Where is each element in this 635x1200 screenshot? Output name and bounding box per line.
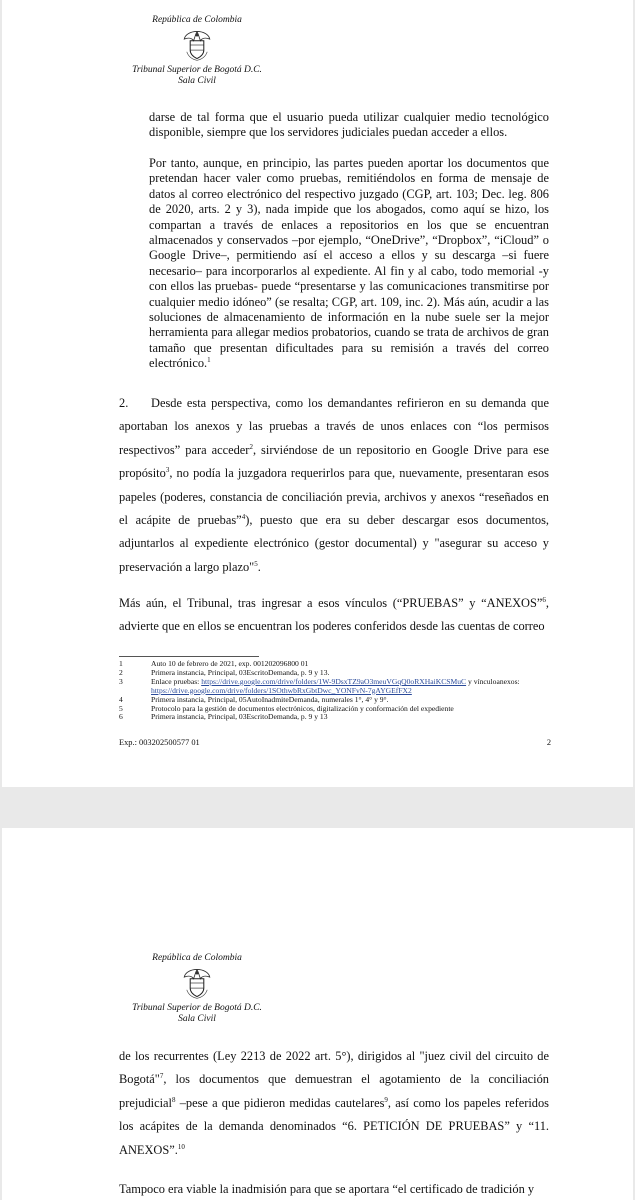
paragraph-text: . bbox=[257, 559, 261, 574]
paragraph-text: Más aún, el Tribunal, tras ingresar a esos vínculos (“PRUEBAS” y “ANEXOS” bbox=[119, 596, 543, 610]
footnote-ref: 6 bbox=[542, 595, 546, 604]
footnote-ref: 2 bbox=[249, 442, 253, 451]
drive-link-anexos[interactable]: https://drive.google.com/drive/folders/1SOthwbRxGbtDwc_YONFvN-7gAYGEfFX2 bbox=[151, 685, 412, 695]
paragraph: darse de tal forma que el usuario pueda utilizar cualquier medio tecnológico disponible, siempre que los servidores judiciales puedan acceder a ellos. bbox=[149, 110, 549, 140]
footnote bbox=[119, 713, 551, 722]
paragraph-text: , no podía la juzgadora requerirlos para que, nuevamente, presentaran esos papeles (poderes, constancia de conciliación previa, archivos y anexos “reseñados en el acápite de pruebas” bbox=[119, 466, 549, 528]
footnotes bbox=[119, 660, 551, 722]
coat-of-arms-icon bbox=[180, 966, 214, 1000]
footnote-text: Enlace pruebas: bbox=[151, 676, 202, 686]
letterhead-tribunal: Tribunal Superior de Bogotá D.C. bbox=[132, 1003, 262, 1013]
footnote-number: 3 bbox=[119, 676, 123, 686]
page-number: 2 bbox=[546, 738, 551, 747]
footnote-text: y vínculoanexos: bbox=[466, 676, 520, 686]
paragraph-text: de los recurrentes (Ley 2213 de 2022 art. 5°), dirigidos al "juez civil del circuito de Bogotá" bbox=[119, 1049, 549, 1087]
footnote-number: 6 bbox=[119, 712, 123, 722]
letterhead bbox=[117, 14, 277, 87]
letterhead bbox=[117, 952, 277, 1025]
paragraph-text: , sirviéndose de un repositorio en Google Drive para ese propósito bbox=[119, 442, 549, 481]
footnote-text: Primera instancia, Principal, 05AutoInadmiteDemanda, numerales 1°, 4° y 9°. bbox=[151, 694, 389, 704]
paragraph-text: , los documentos que demuestran el agotamiento de la conciliación prejudicial bbox=[119, 1072, 549, 1110]
footnote-ref: 9 bbox=[384, 1095, 388, 1104]
footnote-ref: 1 bbox=[207, 356, 211, 365]
document-page-1 bbox=[2, 0, 633, 787]
paragraph-text: , así como los papeles referidos los acápites de la demanda denominados “6. PETICIÓN DE PRUEBAS” y “11. ANEXOS”. bbox=[119, 1095, 549, 1157]
paragraph-text: –pese a que pidieron medidas cautelares bbox=[175, 1095, 385, 1110]
drive-link-pruebas[interactable]: https://drive.google.com/drive/folders/1W-9DsxTZ9aO3meuVGqQ0oRXHaiKCSMuC bbox=[201, 676, 467, 686]
footnote-ref: 3 bbox=[165, 466, 170, 475]
footnote-ref: 8 bbox=[171, 1095, 176, 1104]
footnote-text: Primera instancia, Principal, 03EscritoDemanda, p. 9 y 13 bbox=[151, 712, 328, 722]
footnote-number: 2 bbox=[119, 667, 123, 677]
paragraph-text: ), puesto que era su deber descargar esos documentos, adjuntarlos al expediente electrónico (gestor documental) y "asegurar su acceso y preservación a largo plazo" bbox=[119, 513, 549, 574]
paragraph: Tampoco era viable la inadmisión para que se aportara “el certificado de tradición y bbox=[119, 1182, 535, 1196]
paragraph-text: Desde esta perspectiva, como los demandantes refirieron en su demanda que aportaban los anexos y las pruebas a través de unos enlaces con “los permisos respectivos” para acceder bbox=[119, 396, 549, 457]
footnote-ref: 4 bbox=[241, 512, 246, 521]
paragraph-text: Por tanto, aunque, en principio, las partes pueden aportar los documentos que pretendan hacer valer como pruebas, remitiéndolos en forma de mensaje de datos al correo electrónico del respectivo juzgado (CGP, art. 103; Dec. leg. 806 de 2020, arts. 2 y 3), nada impide que los abogados, como aquí se hizo, los compartan a través de enlaces a repositorios en los que se encuentran almacenados y conservados –por ejemplo, “OneDrive”, “Dropbox”, “iCloud” o Google Drive–, permitiendo así el acceso a ellos y su descarga –si fuere necesario– para incorporarlos al expediente. Al fin y al cabo, todo memorial -y con ellos las pruebas- puede “presentarse y las comunicaciones transmitirse por cualquier medio idóneo” (se resalta; CGP, art. 109, inc. 2). Más aún, acudir a las soluciones de almacenamiento de información en la nube suele ser la mejor herramienta para allegar medios probatorios, cuando se trata de archivos de gran tamaño que presentan dificultades para su remisión a través del correo electrónico. bbox=[149, 156, 549, 371]
paragraph bbox=[119, 1045, 549, 1162]
footnote-text: Protocolo para la gestión de documentos electrónicos, digitalización y conformación del expediente bbox=[151, 703, 454, 713]
footnote-text: Auto 10 de febrero de 2021, exp. 001202096800 01 bbox=[151, 659, 309, 668]
expedient-number: Exp.: 003202500577 01 bbox=[119, 738, 200, 747]
footnote-text: Primera instancia, Principal, 03EscritoDemanda, p. 9 y 13. bbox=[151, 667, 330, 677]
footnote bbox=[119, 678, 551, 696]
page-footer bbox=[119, 738, 551, 747]
paragraph bbox=[119, 592, 549, 639]
footnote-ref: 7 bbox=[159, 1072, 164, 1081]
footnote-separator bbox=[119, 656, 259, 657]
numbered-paragraph bbox=[119, 392, 549, 579]
letterhead-tribunal: Tribunal Superior de Bogotá D.C. bbox=[132, 65, 262, 75]
footnote-number: 1 bbox=[119, 659, 123, 668]
paragraph-number: 2. bbox=[119, 396, 129, 410]
footnote-ref: 10 bbox=[177, 1142, 185, 1151]
footnote-number: 4 bbox=[119, 694, 123, 704]
coat-of-arms-icon bbox=[180, 28, 214, 62]
footnote-number: 5 bbox=[119, 703, 123, 713]
letterhead-republic: República de Colombia bbox=[152, 15, 242, 25]
paragraph bbox=[149, 156, 549, 372]
letterhead-sala: Sala Civil bbox=[178, 76, 216, 86]
letterhead-republic: República de Colombia bbox=[152, 953, 242, 963]
footnote-text bbox=[151, 678, 551, 696]
letterhead-sala: Sala Civil bbox=[178, 1014, 216, 1024]
footnote-ref: 5 bbox=[254, 559, 258, 568]
paragraph-text: , advierte que en ellos se encuentran los poderes conferidos desde las cuentas de correo bbox=[119, 596, 549, 634]
document-page-2 bbox=[2, 828, 633, 1200]
